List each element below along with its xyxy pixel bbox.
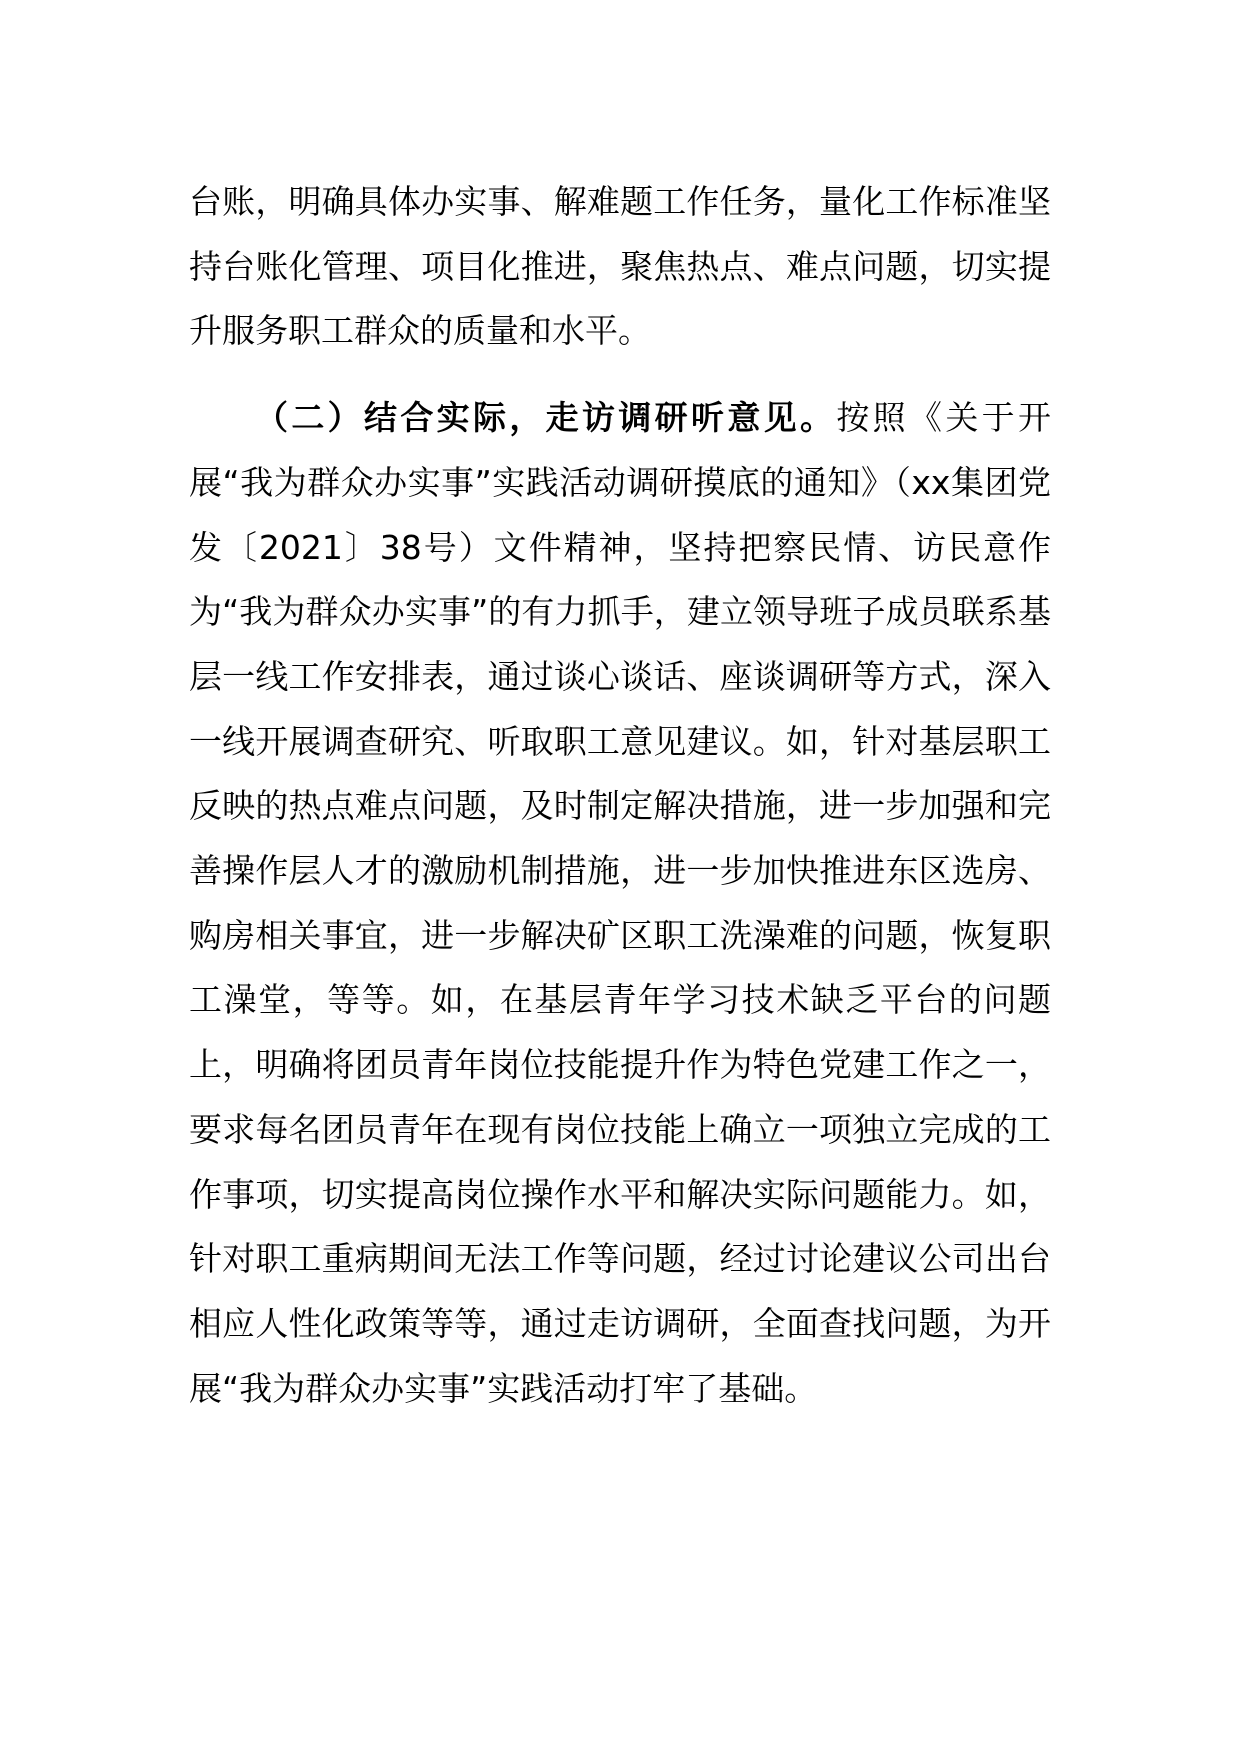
paragraph-continuation [189, 170, 1051, 364]
section-heading: （二）结合实际，走访调研听意见。 [255, 398, 837, 438]
paragraph-text: 按照《关于开展“我为群众办实事”实践活动调研摸底的通知》（xx集团党发〔2021〕38号）文件精神，坚持把察民情、访民意作为“我为群众办实事”的有力抓手，建立领导班子成员联系基层一线工作安排表，通过谈心谈话、座谈调研等方式，深入一线开展调查研究、听取职工意见建议。如，针对基层职工反映的热点难点问题，及时制定解决措施，进一步加强和完善操作层人才的激励机制措施，进一步加快推进东区选房、购房相关事宜，进一步解决矿区职工洗澡难的问题，恢复职工澡堂，等等。如，在基层青年学习技术缺乏平台的问题上，明确将团员青年岗位技能提升作为特色党建工作之一，要求每名团员青年在现有岗位技能上确立一项独立完成的工作事项，切实提高岗位操作水平和解决实际问题能力。如，针对职工重病期间无法工作等问题，经过讨论建议公司出台相应人性化政策等等，通过走访调研，全面查找问题，为开展“我为群众办实事”实践活动打牢了基础。 [189, 398, 1052, 1408]
paragraph-text: 台账，明确具体办实事、解难题工作任务，量化工作标准坚持台账化管理、项目化推进，聚焦热点、难点问题，切实提升服务职工群众的质量和水平。 [189, 182, 1051, 351]
document-body [189, 170, 1051, 1421]
paragraph-section-two [189, 386, 1051, 1421]
